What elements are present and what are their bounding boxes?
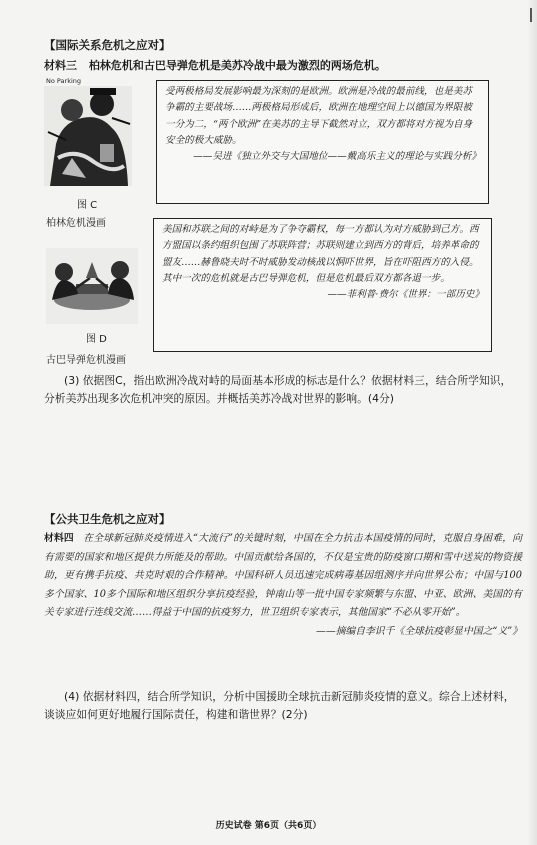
quote-text: 美国和苏联之间的对峙是为了争夺霸权，每一方都认为对方威胁到己方。西方盟国以条约组织包围了苏联阵营；苏联则建立到西方的背后，培养革命的盟友……赫鲁晓夫时不时威胁发动核战以恫吓世界，旨在吓阻西方的入侵。其中一次的危机就是古巴导弹危机，但是危机最后双方都各退一步。: [162, 224, 479, 284]
figure-d-caption: 古巴导弹危机漫画: [46, 355, 126, 366]
figure-d-label: 图 D: [86, 334, 107, 345]
quote-text: 受两极格局发展影响最为深刻的是欧洲。欧洲是冷战的最前线，也是美苏争霸的主要战场……两极格局形成后，欧洲在地理空间上以德国为界限被一分为二，“两个欧洲”在美苏的主导下截然对立，双方都将对方视为自身安全的极大威胁。: [165, 86, 473, 146]
scan-edge: [527, 0, 537, 845]
material-source: ——摘编自李识千《全球抗疫彰显中国之“义”》: [316, 625, 522, 637]
quote-box-wu-jin: [156, 80, 489, 204]
page-footer: 历史试卷 第6页（共6页）: [215, 821, 322, 831]
question-3: (3) 依据图C，指出欧洲冷战对峙的局面基本形成的标志是什么？依据材料三，结合所学知识，分析美苏出现多次危机冲突的原因。并概括美苏冷战对世界的影响。(4分): [44, 374, 512, 405]
material-text: 在全球新冠肺炎疫情进入“大流行”的关键时刻，中国在全力抗击本国疫情的同时，克服自身困难，向有需要的国家和地区提供力所能及的帮助。中国贡献给各国的，不仅是宝贵的防疫窗口期和雪中送炭的物资援助，更有携手抗疫、共克时艰的合作精神。中国科研人员迅速完成病毒基因组测序并向世界公布；中国与100多个国家、10多个国际和地区组织分享抗疫经验，钟南山等一批中国专家频繁与东盟、中亚、欧洲、美国的有关专家进行连线交流……得益于中国的抗疫努力，世卫组织专家表示，其他国家“不必从零开始”。: [44, 533, 522, 619]
quote-box-philip-fell: [153, 218, 492, 352]
cartoon-sign-text: No Parking: [46, 77, 82, 85]
cuban-missile-crisis-cartoon: [46, 248, 138, 324]
material-label: 材料三: [44, 59, 77, 72]
binder-mark: [530, 8, 532, 22]
figure-c-caption: 柏林危机漫画: [46, 218, 106, 229]
section-heading-international: 【国际关系危机之应对】: [44, 38, 171, 52]
material-four: [44, 530, 522, 642]
material-label: 材料四: [44, 533, 74, 544]
figure-c-label: 图 C: [77, 200, 98, 211]
material-title: 柏林危机和古巴导弹危机是美苏冷战中最为激烈的两场危机。: [88, 59, 386, 72]
section-heading-public-health: 【公共卫生危机之应对】: [44, 512, 171, 526]
question-4: (4) 依据材料四，结合所学知识，分析中国援助全球抗击新冠肺炎疫情的意义。综合上述材料，谈谈应如何更好地履行国际责任，构建和谐世界？(2分): [44, 690, 515, 721]
quote-source: ——菲利普·费尔《世界：一部历史》: [327, 289, 484, 301]
material-three-line: [44, 57, 386, 73]
berlin-crisis-cartoon: [42, 74, 134, 192]
quote-source: ——吴进《独立外交与大国地位——戴高乐主义的理论与实践分析》: [193, 151, 481, 163]
